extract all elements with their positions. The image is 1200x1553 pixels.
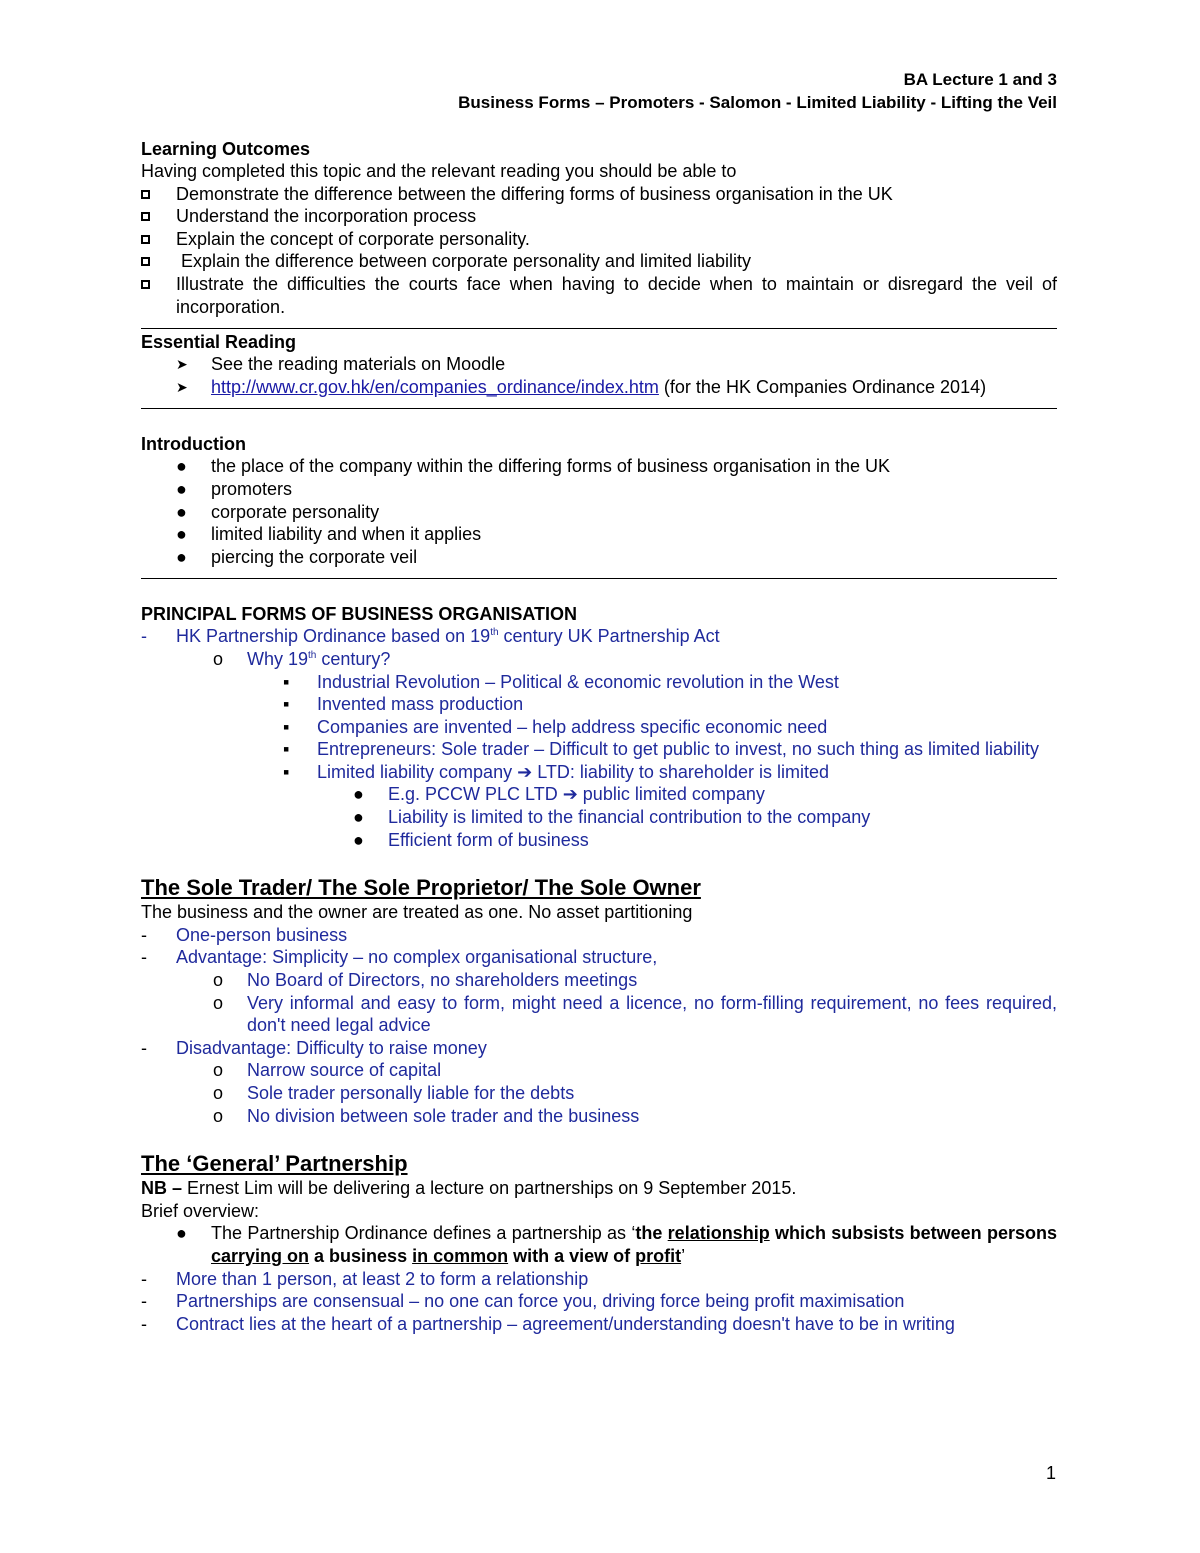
list-item: ▪ Invented mass production [283,694,524,715]
circle-bullet-icon: o [213,992,224,1013]
dash-bullet-icon: - [141,626,147,647]
dot-bullet-icon: ● [176,456,187,477]
list-item: ● piercing the corporate veil [176,546,418,567]
list-item: o Sole trader personally liable for the debts [213,1083,575,1103]
square-bullet-icon: ▪ [283,716,290,737]
square-bullet-icon: ▪ [283,671,290,692]
list-item: ▪ Entrepreneurs: Sole trader – Difficult to get public to invest, no such thing as limited liability [283,739,1040,760]
list-item: o Why 19th century? [213,648,391,669]
document-page [141,68,1057,1335]
list-item: o No division between sole trader and the business [213,1105,640,1126]
list-item: ➤ http://www.cr.gov.hk/en/companies_ordinance/index.htm (for the HK Companies Ordinance 2014) [176,376,987,397]
checkbox-bullet-icon [141,212,150,221]
sole-trader-title: The Sole Trader/ The Sole Proprietor/ The Sole Owner [141,875,701,901]
square-bullet-icon: ▪ [283,739,290,760]
square-bullet-icon: ▪ [283,761,290,782]
circle-bullet-icon: o [213,1060,224,1081]
right-arrow-icon: ➔ [562,784,578,805]
list-item: ● limited liability and when it applies [176,524,482,545]
header-line-2: Business Forms – Promoters - Salomon - Limited Liability - Lifting the Veil [458,93,1057,112]
dot-bullet-icon: ● [353,807,364,828]
list-item: - One-person business [141,924,348,945]
learning-outcomes-title: Learning Outcomes [141,139,311,159]
list-item: Understand the incorporation process [141,205,1057,228]
dash-bullet-icon: - [141,924,147,945]
list-item: - Disadvantage: Difficulty to raise money [141,1037,487,1058]
list-item: o Very informal and easy to form, might need a licence, no form-filling requirement, no fees required, don't need legal advice [213,992,1057,1036]
learning-outcomes-intro: Having completed this topic and the relevant reading you should be able to [141,161,737,181]
square-bullet-icon: ▪ [283,694,290,715]
list-item: - HK Partnership Ordinance based on 19th century UK Partnership Act [141,626,720,647]
arrowhead-bullet-icon: ➤ [176,378,188,395]
dot-bullet-icon: ● [176,546,187,567]
introduction-title: Introduction [141,434,246,455]
dash-bullet-icon: - [141,1313,147,1334]
list-item: ▪ Companies are invented – help address specific economic need [283,716,828,737]
list-item: o Narrow source of capital [213,1060,442,1081]
checkbox-bullet-icon [141,190,150,199]
dot-bullet-icon: ● [176,1223,187,1244]
list-item: - Advantage: Simplicity – no complex organisational structure, [141,947,658,968]
list-item: Illustrate the difficulties the courts face when having to decide when to maintain or disregard the veil of incorporation. [141,273,1057,318]
header-line-1: BA Lecture 1 and 3 [903,70,1057,89]
partnership-title: The ‘General’ Partnership [141,1151,408,1177]
dot-bullet-icon: ● [176,478,187,499]
list-item: - More than 1 person, at least 2 to form a relationship [141,1268,589,1289]
dot-bullet-icon: ● [176,524,187,545]
dot-bullet-icon: ● [353,829,364,850]
list-item: ● Liability is limited to the financial contribution to the company [353,807,871,828]
list-item: ● promoters [176,478,293,499]
list-item: ● The Partnership Ordinance defines a partnership as ‘the relationship which subsists between persons carrying on a business in common with a view of profit’ [176,1223,1057,1266]
list-item: ● corporate personality [176,501,380,522]
brief-overview: Brief overview: [141,1200,260,1221]
document-header [141,68,1057,114]
sole-trader-intro: The business and the owner are treated as one. No asset partitioning [141,902,693,923]
dash-bullet-icon: - [141,1291,147,1312]
partnership-nb: NB – Ernest Lim will be delivering a lecture on partnerships on 9 September 2015. [141,1178,797,1199]
circle-bullet-icon: o [213,1083,224,1103]
list-item: ● Efficient form of business [353,829,589,850]
circle-bullet-icon: o [213,1105,224,1126]
dot-bullet-icon: ● [176,501,187,522]
list-item: o No Board of Directors, no shareholders meetings [213,970,638,991]
list-item: - Contract lies at the heart of a partnership – agreement/understanding doesn't have to be in writing [141,1313,955,1334]
checkbox-bullet-icon [141,235,150,244]
dot-bullet-icon: ● [353,784,364,805]
dash-bullet-icon: - [141,1268,147,1289]
list-item: - Partnerships are consensual – no one can force you, driving force being profit maximisation [141,1291,905,1312]
circle-bullet-icon: o [213,648,224,669]
list-item: ▪ Limited liability company ➔ LTD: liability to shareholder is limited [283,761,829,782]
list-item: ● the place of the company within the differing forms of business organisation in the UK [176,456,891,477]
companies-ordinance-link[interactable]: http://www.cr.gov.hk/en/companies_ordinance/index.htm [211,376,659,397]
principal-forms-title: PRINCIPAL FORMS OF BUSINESS ORGANISATION [141,604,578,625]
list-item: ➤ See the reading materials on Moodle [176,354,506,375]
page-number: 1 [1046,1463,1057,1483]
list-item: Explain the difference between corporate personality and limited liability [141,250,1057,273]
essential-reading-title: Essential Reading [141,332,297,353]
list-item: ● E.g. PCCW PLC LTD ➔ public limited company [353,784,765,805]
list-item: Explain the concept of corporate personality. [141,228,1057,251]
arrowhead-bullet-icon: ➤ [176,356,188,373]
list-item: ▪ Industrial Revolution – Political & economic revolution in the West [283,671,839,692]
list-item: Demonstrate the difference between the differing forms of business organisation in the UK [141,183,1057,206]
dash-bullet-icon: - [141,1037,147,1058]
circle-bullet-icon: o [213,970,224,991]
right-arrow-icon: ➔ [517,761,533,782]
checkbox-bullet-icon [141,257,150,266]
dash-bullet-icon: - [141,947,147,968]
checkbox-bullet-icon [141,280,150,289]
